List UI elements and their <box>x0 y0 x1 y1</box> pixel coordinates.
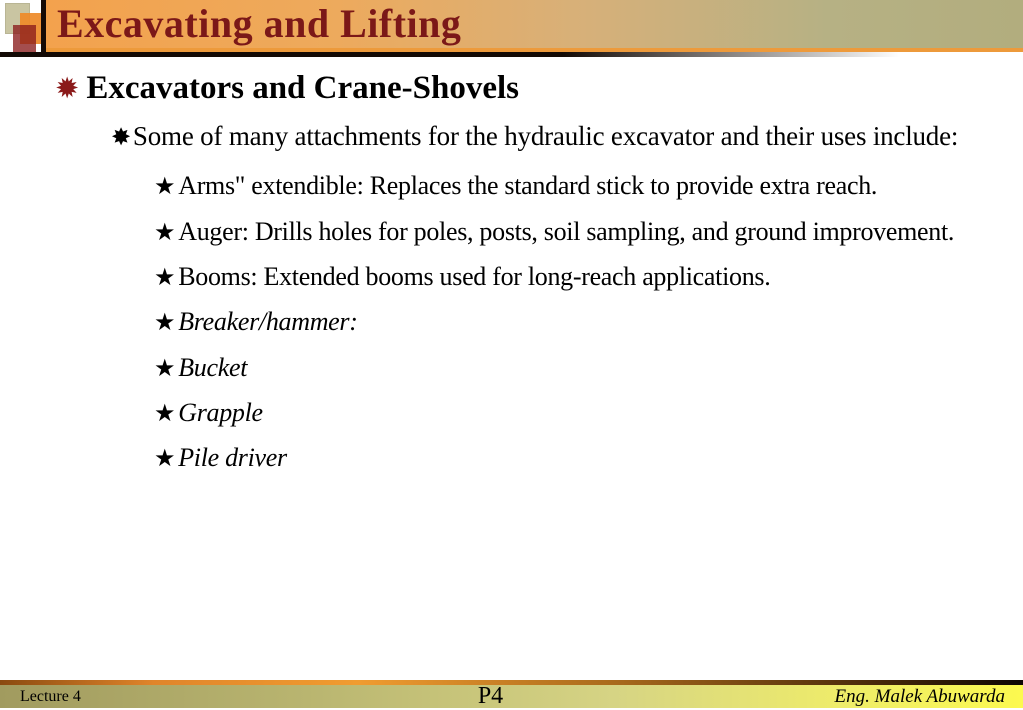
section-heading-text: Excavators and Crane-Shovels <box>86 70 519 106</box>
list-item <box>0 350 1023 385</box>
footer-page-number: P4 <box>477 683 504 709</box>
eight-point-star-bullet-icon: ✸ <box>111 122 131 151</box>
list-item <box>0 440 1023 475</box>
footer-bar <box>0 685 1023 708</box>
section-heading <box>0 70 1023 108</box>
list-item <box>0 168 1023 203</box>
slide-title: Excavating and Lifting <box>57 1 462 46</box>
item-text: Booms: Extended booms used for long-reach applications. <box>178 262 771 292</box>
list-item <box>0 395 1023 430</box>
item-text: Bucket <box>178 352 248 382</box>
intro-paragraph <box>0 120 1023 152</box>
item-text: Pile driver <box>178 443 287 473</box>
star-bullet-icon: ★ <box>154 172 176 201</box>
logo-square-red-icon <box>13 25 36 52</box>
starburst-bullet-icon: ✹ <box>55 71 80 105</box>
list-item <box>0 214 1023 249</box>
slide-logo <box>0 0 41 50</box>
item-text: Breaker/hammer: <box>178 307 358 337</box>
attachment-list <box>0 168 1023 476</box>
star-bullet-icon: ★ <box>154 444 176 473</box>
footer-author: Eng. Malek Abuwarda <box>834 686 1005 707</box>
item-text: Grapple <box>178 398 263 428</box>
star-bullet-icon: ★ <box>154 308 176 337</box>
star-bullet-icon: ★ <box>154 263 176 292</box>
footer-lecture-label: Lecture 4 <box>20 688 81 705</box>
header-band <box>46 0 1023 48</box>
slide-body <box>0 57 1023 486</box>
item-text: Auger: Drills holes for poles, posts, soil sampling, and ground improvement. <box>178 216 955 246</box>
list-item <box>0 259 1023 294</box>
star-bullet-icon: ★ <box>154 217 176 246</box>
list-item <box>0 304 1023 339</box>
item-text: Arms" extendible: Replaces the standard stick to provide extra reach. <box>178 171 878 201</box>
star-bullet-icon: ★ <box>154 399 176 428</box>
intro-text: Some of many attachments for the hydraulic excavator and their uses include: <box>132 120 959 151</box>
star-bullet-icon: ★ <box>154 353 176 382</box>
